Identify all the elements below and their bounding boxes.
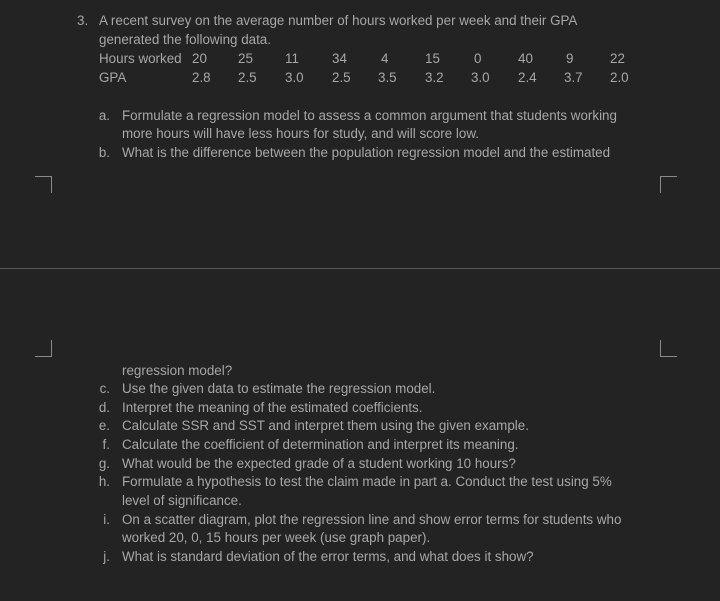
gpa-value: 3.0: [471, 70, 490, 85]
item-marker: c.: [99, 381, 110, 396]
hours-row-label: Hours worked: [99, 51, 182, 66]
item-a-line1: Formulate a regression model to assess a common argument that students working: [122, 108, 617, 123]
gpa-value: 2.4: [518, 70, 537, 85]
hours-value: 4: [381, 51, 389, 66]
item-e-line1: Calculate SSR and SST and interpret them using the given example.: [122, 418, 529, 433]
question-number: 3.: [77, 13, 89, 28]
gpa-value: 3.2: [425, 70, 444, 85]
hours-value: 9: [566, 51, 574, 66]
item-d-line1: Interpret the meaning of the estimated coefficients.: [122, 400, 423, 415]
hours-value: 11: [285, 51, 299, 66]
item-g-line1: What would be the expected grade of a student working 10 hours?: [122, 456, 516, 471]
hours-value: 15: [425, 51, 440, 66]
hours-value: 22: [610, 51, 625, 66]
question-intro-line2: generated the following data.: [99, 32, 271, 47]
item-marker: j.: [103, 549, 110, 564]
crop-mark-top-left-icon: [35, 176, 52, 193]
crop-mark-bottom-left-icon: [35, 340, 52, 357]
item-h-line2: level of significance.: [122, 493, 242, 508]
item-marker: h.: [98, 474, 110, 489]
item-j-line1: What is standard deviation of the error terms, and what does it show?: [122, 549, 534, 564]
item-f-line1: Calculate the coefficient of determination and interpret its meaning.: [122, 437, 519, 452]
hours-value: 40: [518, 51, 533, 66]
item-marker: f.: [102, 437, 110, 452]
hours-value: 0: [474, 51, 482, 66]
item-h-line1: Formulate a hypothesis to test the claim made in part a. Conduct the test using 5%: [122, 474, 612, 489]
item-marker: d.: [98, 400, 110, 415]
item-marker: e.: [98, 418, 110, 433]
item-a-line2: more hours will have less hours for study, and will score low.: [122, 126, 479, 141]
gpa-value: 3.0: [285, 70, 304, 85]
item-c-line1: Use the given data to estimate the regression model.: [122, 381, 436, 396]
gpa-value: 2.8: [192, 70, 211, 85]
crop-mark-top-right-icon: [660, 176, 677, 193]
item-i-line2: worked 20, 0, 15 hours per week (use graph paper).: [122, 530, 431, 545]
hours-value: 25: [238, 51, 253, 66]
item-b-line1: What is the difference between the population regression model and the estimated: [122, 145, 611, 160]
gpa-value: 2.5: [238, 70, 257, 85]
item-i-line1: On a scatter diagram, plot the regression line and show error terms for students who: [122, 512, 622, 527]
crop-mark-bottom-right-icon: [660, 340, 677, 357]
item-marker: a.: [98, 108, 110, 123]
item-b-line2: regression model?: [122, 363, 233, 378]
gpa-value: 2.5: [332, 70, 351, 85]
hours-value: 20: [192, 51, 207, 66]
gpa-value: 3.7: [564, 70, 583, 85]
item-marker: i.: [103, 512, 110, 527]
item-marker: g.: [98, 456, 110, 471]
question-intro-line1: A recent survey on the average number of hours worked per week and their GPA: [99, 13, 578, 28]
hours-value: 34: [332, 51, 347, 66]
gpa-value: 2.0: [610, 70, 629, 85]
gpa-value: 3.5: [378, 70, 397, 85]
item-marker: b.: [98, 145, 110, 160]
gpa-row-label: GPA: [99, 70, 127, 85]
